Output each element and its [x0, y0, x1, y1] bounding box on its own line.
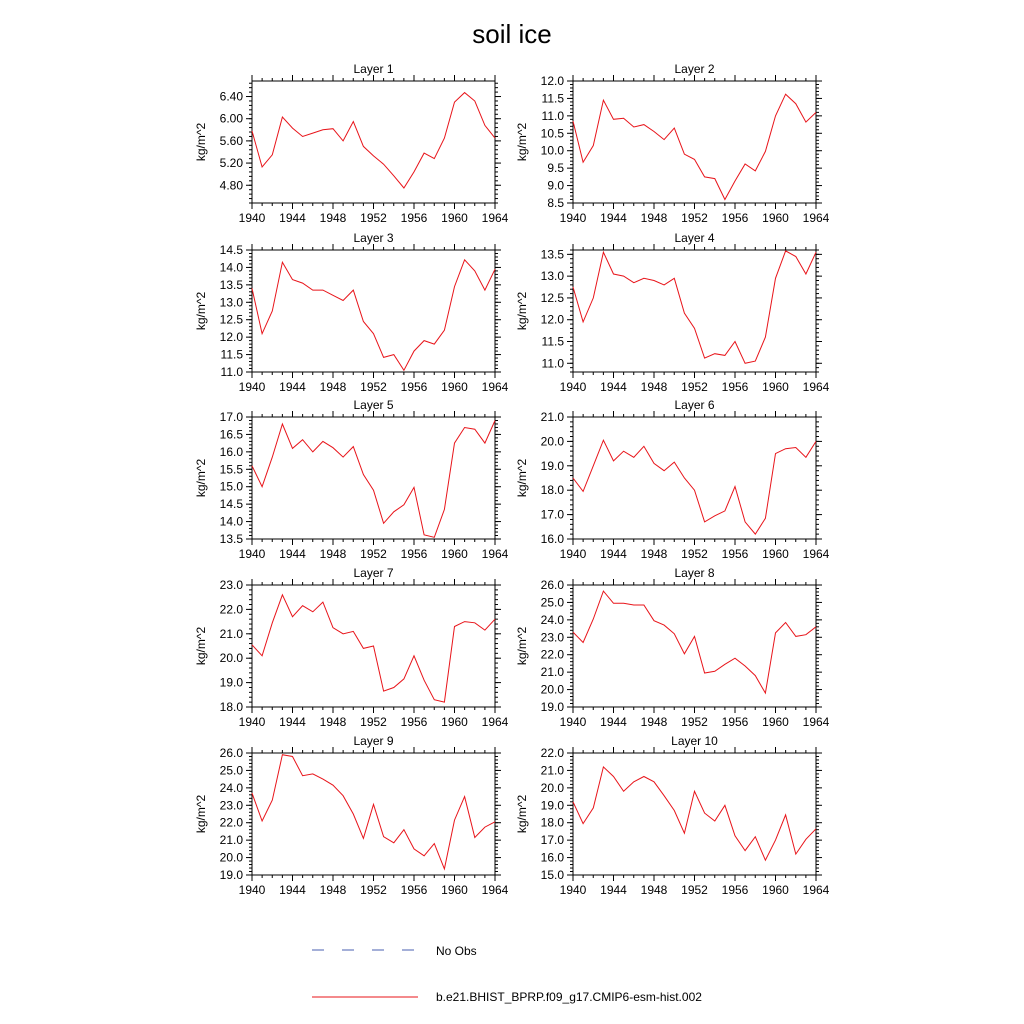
y-tick-label: 4.80: [219, 178, 243, 193]
x-tick-label: 1948: [319, 380, 347, 394]
y-tick-label: 19.0: [219, 868, 243, 882]
x-tick-label: 1948: [640, 715, 668, 729]
y-tick-label: 15.0: [219, 479, 243, 494]
y-tick-label: 10.0: [540, 143, 564, 158]
y-tick-label: 21.0: [219, 626, 243, 641]
x-tick-label: 1952: [360, 883, 387, 897]
y-tick-label: 11.0: [541, 356, 564, 371]
panel-layer-5: [194, 398, 509, 561]
y-tick-label: 13.0: [540, 269, 564, 284]
x-tick-label: 1940: [559, 211, 587, 225]
x-tick-label: 1952: [360, 547, 387, 561]
y-tick-label: 24.0: [540, 612, 564, 627]
y-tick-label: 15.0: [540, 868, 564, 882]
y-axis-label: kg/m^2: [194, 458, 208, 498]
panel-title: Layer 6: [674, 398, 715, 412]
panel-title: Layer 2: [674, 62, 715, 76]
y-tick-label: 17.0: [540, 507, 564, 522]
series-line: [252, 93, 495, 188]
x-tick-label: 1940: [559, 883, 587, 897]
panel-title: Layer 3: [353, 231, 394, 245]
y-axis-label: kg/m^2: [515, 626, 529, 666]
y-tick-label: 16.0: [540, 850, 564, 865]
x-tick-label: 1956: [400, 547, 428, 561]
series-line: [252, 260, 495, 371]
y-axis-label: kg/m^2: [515, 794, 529, 834]
x-tick-label: 1964: [802, 211, 830, 225]
panel-layer-8: [515, 566, 830, 729]
x-tick-label: 1964: [481, 883, 509, 897]
y-tick-label: 8.5: [547, 196, 564, 210]
x-tick-label: 1964: [481, 715, 509, 729]
y-tick-label: 18.0: [219, 700, 243, 714]
y-tick-label: 26.0: [219, 746, 243, 760]
y-tick-label: 16.0: [219, 444, 243, 459]
x-tick-label: 1948: [640, 211, 668, 225]
y-tick-label: 23.0: [219, 578, 243, 592]
x-tick-label: 1940: [238, 211, 266, 225]
y-tick-label: 20.0: [540, 434, 564, 449]
y-tick-label: 19.0: [540, 700, 564, 714]
figure-title: soil ice: [472, 19, 552, 49]
panel-title: Layer 8: [674, 566, 715, 580]
y-tick-label: 14.0: [219, 260, 243, 275]
x-tick-label: 1952: [360, 380, 387, 394]
series-line: [573, 440, 816, 534]
x-tick-label: 1956: [400, 380, 428, 394]
y-tick-label: 21.0: [219, 833, 243, 848]
y-tick-label: 22.0: [219, 815, 243, 830]
plot-frame: [252, 250, 495, 372]
x-tick-label: 1940: [559, 547, 587, 561]
plot-frame: [252, 81, 495, 203]
x-tick-label: 1948: [319, 211, 347, 225]
series-line: [573, 251, 816, 363]
y-tick-label: 20.0: [219, 850, 243, 865]
x-tick-label: 1940: [238, 380, 266, 394]
x-tick-label: 1956: [400, 715, 428, 729]
y-tick-label: 15.5: [219, 462, 243, 477]
y-tick-label: 13.5: [219, 532, 243, 546]
y-tick-label: 26.0: [540, 578, 564, 592]
y-tick-label: 6.40: [219, 89, 243, 104]
y-tick-label: 10.5: [540, 126, 564, 141]
series-line: [252, 595, 495, 702]
panel-title: Layer 4: [674, 231, 715, 245]
panel-layer-1: [194, 62, 509, 225]
x-tick-label: 1964: [802, 547, 830, 561]
x-tick-label: 1956: [721, 547, 749, 561]
y-tick-label: 11.5: [541, 91, 564, 106]
x-tick-label: 1956: [721, 380, 749, 394]
y-tick-label: 14.5: [219, 243, 243, 257]
x-tick-label: 1952: [360, 211, 387, 225]
x-tick-label: 1960: [441, 883, 468, 897]
x-tick-label: 1948: [640, 380, 668, 394]
x-tick-label: 1960: [441, 547, 468, 561]
series-line: [573, 767, 816, 860]
y-tick-label: 19.0: [540, 458, 564, 473]
x-tick-label: 1956: [721, 715, 749, 729]
y-tick-label: 20.0: [540, 780, 564, 795]
x-tick-label: 1944: [600, 883, 627, 897]
y-tick-label: 6.00: [219, 111, 243, 126]
y-tick-label: 12.5: [219, 312, 243, 327]
x-tick-label: 1956: [721, 211, 749, 225]
x-tick-label: 1944: [600, 547, 627, 561]
x-tick-label: 1960: [441, 211, 468, 225]
x-tick-label: 1960: [762, 715, 789, 729]
plot-frame: [573, 585, 816, 707]
y-tick-label: 20.0: [540, 682, 564, 697]
legend-model-label: b.e21.BHIST_BPRP.f09_g17.CMIP6-esm-hist.002: [436, 990, 702, 1004]
x-tick-label: 1944: [279, 380, 306, 394]
y-tick-label: 13.5: [540, 247, 564, 262]
x-tick-label: 1964: [802, 883, 830, 897]
panel-layer-3: [194, 231, 509, 394]
y-tick-label: 16.5: [219, 427, 243, 442]
plot-frame: [252, 753, 495, 875]
plot-frame: [573, 753, 816, 875]
x-tick-label: 1944: [279, 547, 306, 561]
x-tick-label: 1948: [640, 883, 668, 897]
x-tick-label: 1960: [762, 547, 789, 561]
y-tick-label: 21.0: [540, 410, 564, 424]
panel-layer-2: [515, 62, 830, 225]
y-tick-label: 25.0: [219, 763, 243, 778]
x-tick-label: 1956: [400, 883, 428, 897]
x-tick-label: 1940: [238, 547, 266, 561]
y-tick-label: 20.0: [219, 651, 243, 666]
x-tick-label: 1944: [279, 883, 306, 897]
y-tick-label: 17.0: [219, 410, 243, 424]
plot-frame: [573, 417, 816, 539]
x-tick-label: 1948: [640, 547, 668, 561]
y-tick-label: 13.0: [219, 295, 243, 310]
x-tick-label: 1952: [681, 380, 708, 394]
y-axis-label: kg/m^2: [194, 626, 208, 666]
x-tick-label: 1964: [481, 380, 509, 394]
y-tick-label: 22.0: [540, 647, 564, 662]
panel-title: Layer 7: [353, 566, 394, 580]
y-tick-label: 13.5: [219, 277, 243, 292]
x-tick-label: 1964: [802, 715, 830, 729]
series-line: [573, 94, 816, 199]
y-tick-label: 18.0: [540, 483, 564, 498]
y-tick-label: 14.5: [219, 497, 243, 512]
y-axis-label: kg/m^2: [515, 291, 529, 331]
x-tick-label: 1960: [762, 883, 789, 897]
x-tick-label: 1944: [279, 715, 306, 729]
y-axis-label: kg/m^2: [515, 458, 529, 498]
y-axis-label: kg/m^2: [194, 291, 208, 331]
y-axis-label: kg/m^2: [515, 122, 529, 162]
panel-title: Layer 9: [353, 734, 394, 748]
x-tick-label: 1940: [238, 883, 266, 897]
y-tick-label: 12.0: [540, 74, 564, 88]
series-line: [252, 421, 495, 538]
x-tick-label: 1960: [762, 211, 789, 225]
y-tick-label: 14.0: [219, 514, 243, 529]
x-tick-label: 1944: [600, 715, 627, 729]
panel-layer-9: [194, 734, 509, 897]
legend: [312, 944, 702, 1004]
y-tick-label: 18.0: [540, 815, 564, 830]
y-tick-label: 5.60: [219, 133, 243, 148]
y-tick-label: 16.0: [540, 532, 564, 546]
x-tick-label: 1952: [681, 715, 708, 729]
x-tick-label: 1940: [559, 715, 587, 729]
y-tick-label: 11.0: [541, 108, 564, 123]
series-line: [573, 591, 816, 693]
x-tick-label: 1952: [681, 547, 708, 561]
y-tick-label: 19.0: [540, 798, 564, 813]
y-tick-label: 21.0: [540, 665, 564, 680]
x-tick-label: 1944: [600, 380, 627, 394]
x-tick-label: 1960: [441, 380, 468, 394]
plot-frame: [573, 81, 816, 203]
y-tick-label: 12.0: [540, 312, 564, 327]
x-tick-label: 1964: [481, 211, 509, 225]
y-tick-label: 22.0: [219, 602, 243, 617]
x-tick-label: 1948: [319, 547, 347, 561]
panel-layer-6: [515, 398, 830, 561]
y-tick-label: 24.0: [219, 780, 243, 795]
x-tick-label: 1952: [360, 715, 387, 729]
y-tick-label: 9.0: [547, 178, 564, 193]
y-tick-label: 21.0: [540, 763, 564, 778]
panel-title: Layer 5: [353, 398, 394, 412]
chart-panels: [194, 62, 830, 897]
plot-frame: [252, 417, 495, 539]
x-tick-label: 1940: [559, 380, 587, 394]
panel-title: Layer 1: [353, 62, 394, 76]
x-tick-label: 1964: [802, 380, 830, 394]
panel-layer-7: [194, 566, 509, 729]
y-tick-label: 11.5: [541, 334, 564, 349]
y-tick-label: 5.20: [219, 156, 243, 171]
y-axis-label: kg/m^2: [194, 122, 208, 162]
x-tick-label: 1944: [279, 211, 306, 225]
x-tick-label: 1944: [600, 211, 627, 225]
panel-title: Layer 10: [671, 734, 718, 748]
x-tick-label: 1940: [238, 715, 266, 729]
x-tick-label: 1952: [681, 211, 708, 225]
y-tick-label: 19.0: [219, 675, 243, 690]
y-tick-label: 23.0: [540, 630, 564, 645]
series-line: [252, 755, 495, 869]
y-tick-label: 11.5: [220, 347, 243, 362]
y-tick-label: 23.0: [219, 798, 243, 813]
y-tick-label: 9.5: [547, 161, 564, 176]
x-tick-label: 1964: [481, 547, 509, 561]
y-tick-label: 11.0: [220, 365, 243, 379]
y-tick-label: 12.0: [219, 330, 243, 345]
legend-no-obs-label: No Obs: [436, 944, 477, 958]
x-tick-label: 1960: [441, 715, 468, 729]
y-axis-label: kg/m^2: [194, 794, 208, 834]
y-tick-label: 22.0: [540, 746, 564, 760]
x-tick-label: 1948: [319, 715, 347, 729]
panel-layer-10: [515, 734, 830, 897]
x-tick-label: 1956: [721, 883, 749, 897]
x-tick-label: 1952: [681, 883, 708, 897]
y-tick-label: 25.0: [540, 595, 564, 610]
y-tick-label: 17.0: [540, 833, 564, 848]
x-tick-label: 1960: [762, 380, 789, 394]
y-tick-label: 12.5: [540, 290, 564, 305]
panel-layer-4: [515, 231, 830, 394]
x-tick-label: 1948: [319, 883, 347, 897]
x-tick-label: 1956: [400, 211, 428, 225]
